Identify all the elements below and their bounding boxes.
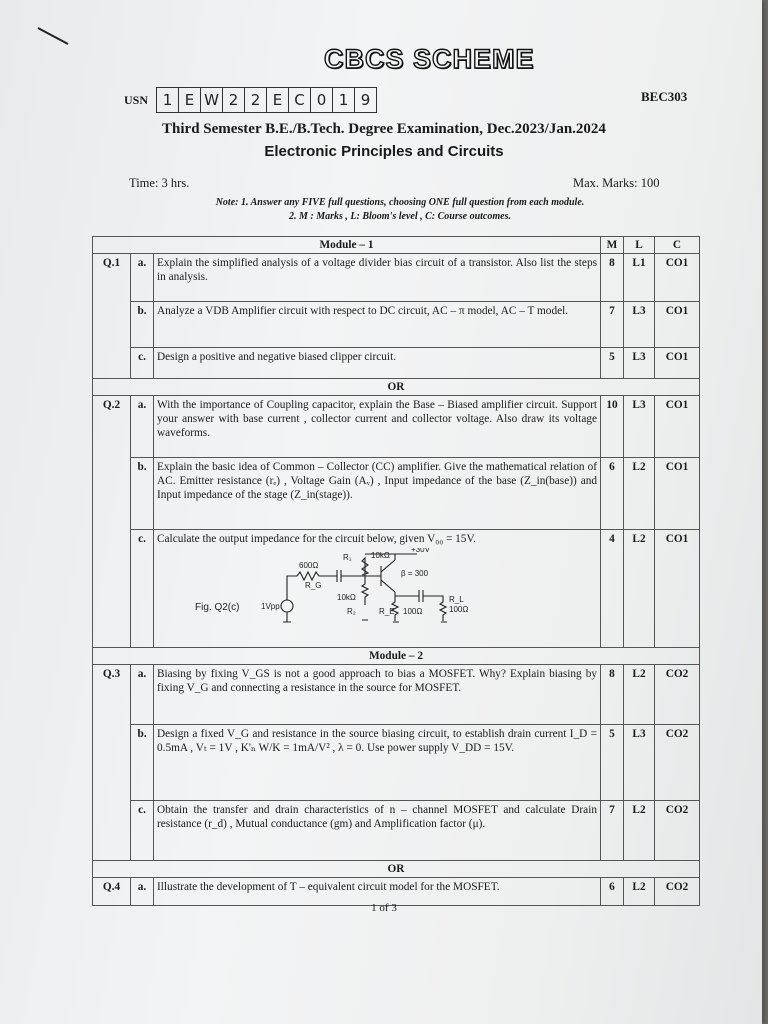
instructions-note — [0, 196, 768, 224]
circuit-label: R_L — [449, 595, 464, 604]
circuit-label: 1Vpp — [261, 602, 280, 611]
question-text: Design a fixed V_G and resistance in the source biasing circuit, to establish drain current I_D = 0.5mA , Vₜ = 1V , K'ₙ W/K = 1mA/V² , λ = 0. Use power supply V_DD = 15V. — [154, 725, 601, 801]
marks-value: 6 — [601, 458, 624, 530]
or-divider: OR — [93, 861, 700, 878]
part-label: b. — [131, 302, 154, 348]
marks-value: 8 — [601, 665, 624, 725]
question-text: Illustrate the development of T – equivalent circuit model for the MOSFET. — [154, 878, 601, 906]
circuit-label: 100Ω — [403, 607, 423, 616]
circuit-label: R_G — [305, 581, 322, 590]
question-cell-with-figure — [154, 530, 601, 648]
max-marks: Max. Marks: 100 — [573, 176, 660, 190]
outcome-value: CO2 — [655, 725, 700, 801]
usn-char: 0 — [311, 88, 333, 112]
course-code: BEC303 — [641, 89, 688, 104]
module-2-header-row — [93, 648, 700, 665]
question-row — [93, 725, 700, 801]
usn-char: 2 — [223, 88, 245, 112]
col-header-level: L — [624, 237, 655, 254]
circuit-label: +30V — [411, 548, 430, 554]
question-number: Q.3 — [93, 665, 131, 861]
circuit-label: 100Ω — [449, 605, 469, 614]
col-header-marks: M — [601, 237, 624, 254]
time-allowed: Time: 3 hrs. — [129, 176, 190, 190]
question-row — [93, 396, 700, 458]
question-row — [93, 302, 700, 348]
question-text: Calculate the output impedance for the circuit below, given V₀₀ = 15V. — [157, 533, 476, 545]
outcome-value: CO2 — [655, 878, 700, 906]
note-line-1: Note: 1. Answer any FIVE full questions, choosing ONE full question from each module. — [215, 197, 585, 208]
question-text: Biasing by fixing V_GS is not a good approach to bias a MOSFET. Why? Explain biasing by fixing V_G and connecting a resistance in the source for MOSFET. — [154, 665, 601, 725]
outcome-value: CO2 — [655, 801, 700, 861]
usn-label: USN — [124, 93, 149, 107]
level-value: L3 — [624, 725, 655, 801]
part-label: c. — [131, 801, 154, 861]
question-row — [93, 801, 700, 861]
circuit-label: β = 300 — [401, 569, 429, 578]
outcome-value: CO1 — [655, 348, 700, 379]
usn-char: 1 — [157, 88, 179, 112]
module-1-heading: Module – 1 — [93, 237, 601, 254]
question-text: With the importance of Coupling capacitor, explain the Base – Biased amplifier circuit. Support your answer with base current , collector current and collector voltage. Also draw its voltage waveforms. — [154, 396, 601, 458]
circuit-label: R_E — [379, 607, 395, 616]
figure-caption: Fig. Q2(c) — [195, 602, 240, 613]
level-value: L2 — [624, 878, 655, 906]
note-line-2: 2. M : Marks , L: Bloom's level , C: Course outcomes. — [289, 211, 511, 222]
circuit-label: R₂ — [347, 607, 356, 616]
marks-value: 5 — [601, 725, 624, 801]
usn-boxes — [156, 87, 377, 113]
marks-value: 5 — [601, 348, 624, 379]
exam-title: Third Semester B.E./B.Tech. Degree Examination, Dec.2023/Jan.2024 — [162, 121, 606, 137]
question-row — [93, 530, 700, 648]
marks-value: 6 — [601, 878, 624, 906]
usn-char: W — [201, 88, 223, 112]
question-text: Explain the basic idea of Common – Collector (CC) amplifier. Give the mathematical relation of AC. Emitter resistance (rₑ) , Voltage Gain (Aᵥ) , Input impedance of the base (Z_in(base)) and Input impedance of the stage (Z_in(stage)). — [154, 458, 601, 530]
subject-title: Electronic Principles and Circuits — [264, 143, 504, 160]
circuit-diagram — [157, 548, 537, 632]
part-label: c. — [131, 348, 154, 379]
usn-char: E — [179, 88, 201, 112]
question-number: Q.2 — [93, 396, 131, 648]
part-label: c. — [131, 530, 154, 648]
part-label: a. — [131, 665, 154, 725]
outcome-value: CO1 — [655, 530, 700, 648]
marks-value: 10 — [601, 396, 624, 458]
part-label: b. — [131, 725, 154, 801]
circuit-label: 10kΩ — [371, 551, 390, 560]
marks-value: 7 — [601, 801, 624, 861]
level-value: L1 — [624, 254, 655, 302]
usn-char: 1 — [333, 88, 355, 112]
question-row — [93, 458, 700, 530]
question-number: Q.1 — [93, 254, 131, 379]
level-value: L3 — [624, 348, 655, 379]
level-value: L3 — [624, 396, 655, 458]
marks-value: 7 — [601, 302, 624, 348]
outcome-value: CO2 — [655, 665, 700, 725]
part-label: a. — [131, 396, 154, 458]
circuit-label: 10kΩ — [337, 593, 356, 602]
level-value: L2 — [624, 665, 655, 725]
or-divider: OR — [93, 379, 700, 396]
usn-char: 9 — [360, 91, 371, 109]
or-row — [93, 861, 700, 878]
part-label: b. — [131, 458, 154, 530]
part-label: a. — [131, 254, 154, 302]
circuit-label: 600Ω — [299, 561, 319, 570]
question-text: Explain the simplified analysis of a voltage divider bias circuit of a transistor. Also list the steps in analysis. — [154, 254, 601, 302]
col-header-outcome: C — [655, 237, 700, 254]
module-1-header-row — [93, 237, 700, 254]
usn-char: C — [289, 88, 311, 112]
level-value: L2 — [624, 458, 655, 530]
or-row — [93, 379, 700, 396]
module-2-heading: Module – 2 — [93, 648, 700, 665]
level-value: L2 — [624, 801, 655, 861]
page-number: 1 of 3 — [371, 902, 397, 914]
outcome-value: CO1 — [655, 396, 700, 458]
level-value: L2 — [624, 530, 655, 648]
question-row — [93, 665, 700, 725]
outcome-value: CO1 — [655, 458, 700, 530]
marks-value: 8 — [601, 254, 624, 302]
circuit-label: R₁ — [343, 553, 352, 562]
question-row — [93, 254, 700, 302]
question-text: Analyze a VDB Amplifier circuit with respect to DC circuit, AC – π model, AC – T model. — [154, 302, 601, 348]
usn-char: 2 — [245, 88, 267, 112]
level-value: L3 — [624, 302, 655, 348]
pen-mark — [38, 27, 69, 45]
question-number: Q.4 — [93, 878, 131, 906]
marks-value: 4 — [601, 530, 624, 648]
part-label: a. — [131, 878, 154, 906]
outcome-value: CO1 — [655, 254, 700, 302]
usn-char: E — [267, 88, 289, 112]
question-text: Obtain the transfer and drain characteristics of n – channel MOSFET and calculate Drain resistance (r_d) , Mutual conductance (gm) and Amplification factor (μ). — [154, 801, 601, 861]
question-text: Design a positive and negative biased clipper circuit. — [154, 348, 601, 379]
scheme-banner: CBCS SCHEME — [324, 44, 535, 74]
question-table — [92, 236, 700, 906]
question-row — [93, 348, 700, 379]
outcome-value: CO1 — [655, 302, 700, 348]
